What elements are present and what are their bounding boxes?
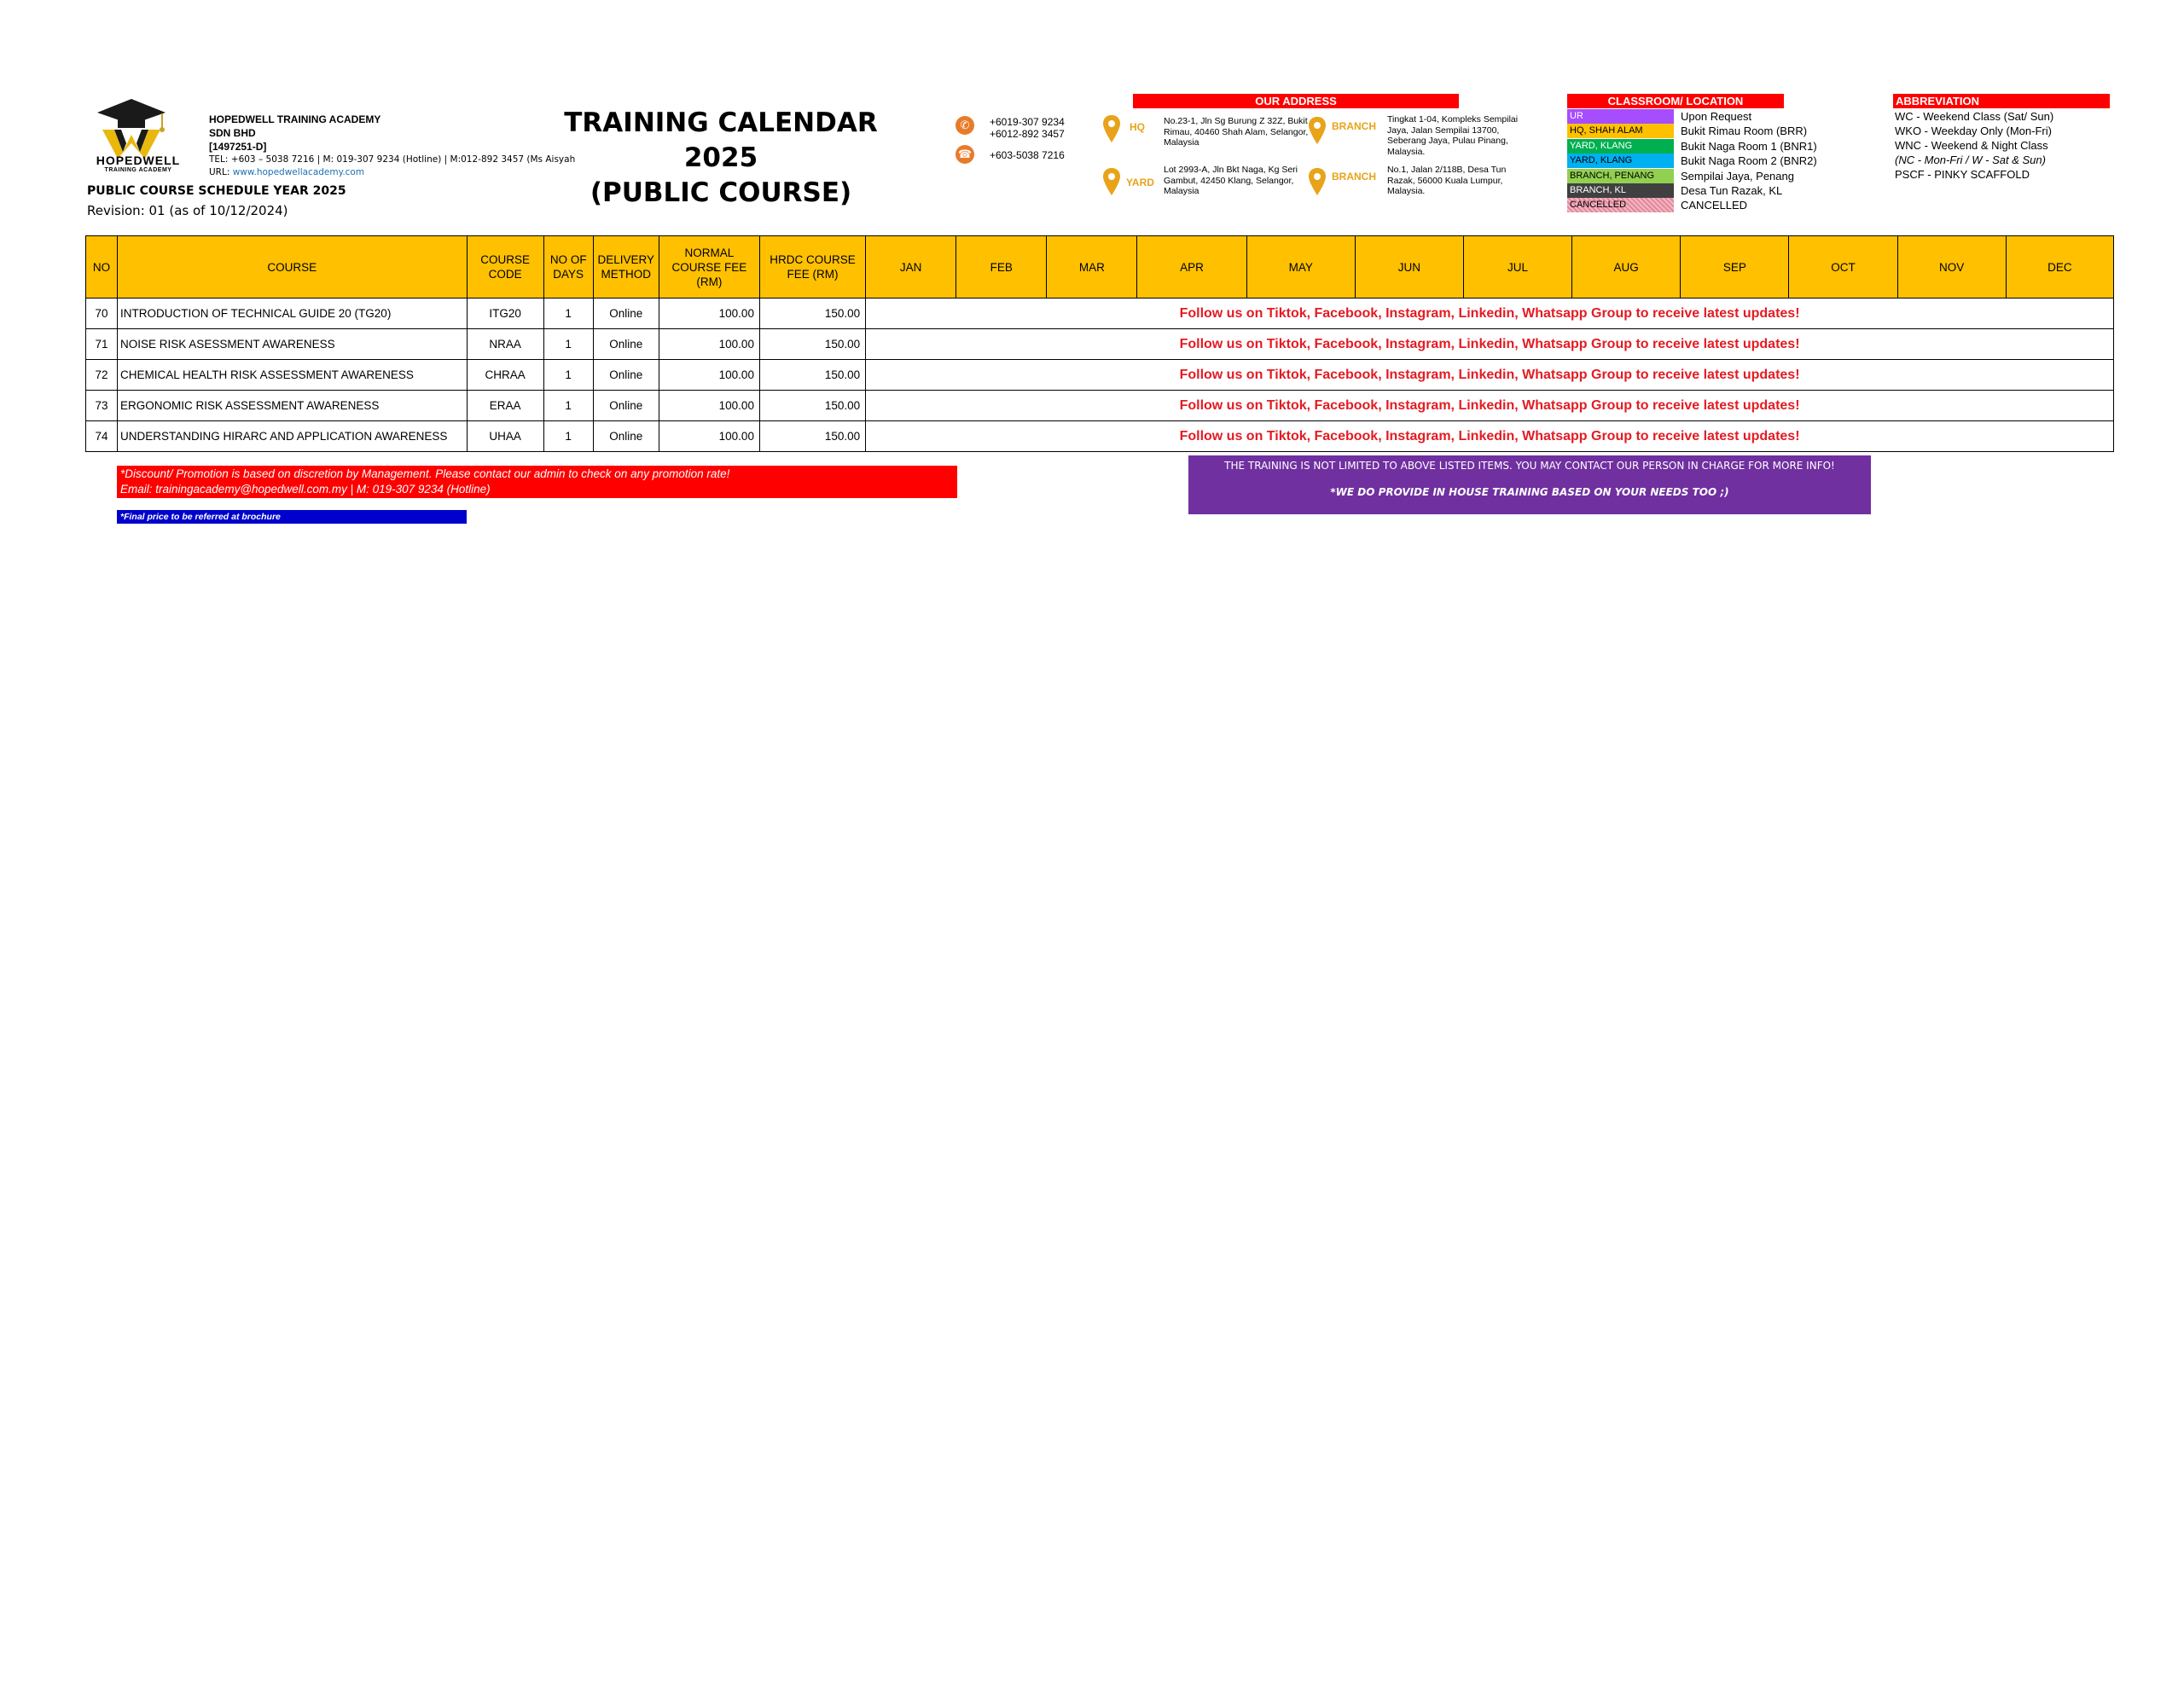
abbr-wnc: WNC - Weekend & Night Class bbox=[1895, 139, 2048, 152]
whatsapp-number-2[interactable]: +6012-892 3457 bbox=[990, 128, 1065, 140]
col-header-sep: SEP bbox=[1681, 236, 1789, 299]
abbreviation-header: ABBREVIATION bbox=[1893, 94, 2110, 108]
row-normal-fee: 100.00 bbox=[659, 329, 759, 360]
row-follow-banner: Follow us on Tiktok, Facebook, Instagram, Linkedin, Whatsapp Group to receive latest updates! bbox=[866, 299, 2114, 329]
branch-kl-address: No.1, Jalan 2/118B, Desa Tun Razak, 56000 Kuala Lumpur, Malaysia. bbox=[1387, 165, 1507, 196]
row-method: Online bbox=[593, 421, 659, 452]
branch-penang-label: BRANCH bbox=[1332, 120, 1376, 132]
row-normal-fee: 100.00 bbox=[659, 299, 759, 329]
abbr-nc-note: (NC - Mon-Fri / W - Sat & Sun) bbox=[1895, 154, 2046, 166]
classroom-header: CLASSROOM/ LOCATION bbox=[1567, 94, 1784, 108]
row-hrdc-fee: 150.00 bbox=[759, 421, 865, 452]
row-code: ERAA bbox=[467, 391, 543, 421]
row-days: 1 bbox=[543, 421, 593, 452]
row-method: Online bbox=[593, 391, 659, 421]
row-method: Online bbox=[593, 299, 659, 329]
col-header-code: COURSE CODE bbox=[467, 236, 543, 299]
page-title bbox=[555, 106, 887, 211]
legend-code-swatch: BRANCH, PENANG bbox=[1567, 169, 1674, 183]
legend-code-swatch: BRANCH, KL bbox=[1567, 183, 1674, 198]
col-header-may: MAY bbox=[1246, 236, 1355, 299]
row-hrdc-fee: 150.00 bbox=[759, 329, 865, 360]
legend-code-swatch: CANCELLED bbox=[1567, 198, 1674, 212]
col-header-oct: OCT bbox=[1789, 236, 1897, 299]
row-course: ERGONOMIC RISK ASSESSMENT AWARENESS bbox=[118, 391, 468, 421]
row-course: NOISE RISK ASESSMENT AWARENESS bbox=[118, 329, 468, 360]
row-code: CHRAA bbox=[467, 360, 543, 391]
row-hrdc-fee: 150.00 bbox=[759, 391, 865, 421]
phone-number[interactable]: +603-5038 7216 bbox=[990, 149, 1065, 161]
in-house-training-banner bbox=[1188, 455, 1871, 514]
title-line-2: 2025 bbox=[683, 142, 758, 173]
whatsapp-icon: ✆ bbox=[956, 116, 974, 135]
table-row bbox=[86, 391, 2114, 421]
col-header-nov: NOV bbox=[1897, 236, 2006, 299]
abbreviation-list bbox=[1895, 109, 2053, 182]
row-normal-fee: 100.00 bbox=[659, 421, 759, 452]
yard-location-pin-icon bbox=[1102, 167, 1121, 196]
company-url-row bbox=[209, 166, 575, 179]
yard-label: YARD bbox=[1126, 177, 1154, 188]
logo-subtitle: TRAINING ACADEMY bbox=[104, 167, 172, 173]
row-no: 70 bbox=[86, 299, 118, 329]
legend-description: Desa Tun Razak, KL bbox=[1681, 184, 1783, 197]
row-course: UNDERSTANDING HIRARC AND APPLICATION AWARENESS bbox=[118, 421, 468, 452]
col-header-jun: JUN bbox=[1355, 236, 1463, 299]
company-name: HOPEDWELL TRAINING ACADEMY bbox=[209, 113, 381, 125]
col-header-feb: FEB bbox=[956, 236, 1047, 299]
col-header-mar: MAR bbox=[1047, 236, 1137, 299]
row-hrdc-fee: 150.00 bbox=[759, 360, 865, 391]
branch-penang-address: Tingkat 1-04, Kompleks Sempilai Jaya, Jalan Sempilai 13700, Seberang Jaya, Pulau Pinang, Malaysia. bbox=[1387, 114, 1519, 157]
row-method: Online bbox=[593, 329, 659, 360]
row-code: NRAA bbox=[467, 329, 543, 360]
hq-label: HQ bbox=[1130, 121, 1145, 133]
row-no: 72 bbox=[86, 360, 118, 391]
row-course: INTRODUCTION OF TECHNICAL GUIDE 20 (TG20) bbox=[118, 299, 468, 329]
whatsapp-number-1[interactable]: +6019-307 9234 bbox=[990, 116, 1065, 128]
col-header-course: COURSE bbox=[118, 236, 468, 299]
legend-code-swatch: YARD, KLANG bbox=[1567, 154, 1674, 168]
row-course: CHEMICAL HEALTH RISK ASSESSMENT AWARENESS bbox=[118, 360, 468, 391]
address-header: OUR ADDRESS bbox=[1133, 94, 1459, 108]
col-header-dec: DEC bbox=[2006, 236, 2113, 299]
hq-address: No.23-1, Jln Sg Burung Z 32Z, Bukit Rimau, 40460 Shah Alam, Selangor, Malaysia bbox=[1164, 116, 1309, 148]
legend-description: Bukit Naga Room 2 (BNR2) bbox=[1681, 154, 1817, 168]
row-follow-banner: Follow us on Tiktok, Facebook, Instagram, Linkedin, Whatsapp Group to receive latest updates! bbox=[866, 329, 2114, 360]
row-days: 1 bbox=[543, 391, 593, 421]
company-tel: TEL: +603 – 5038 7216 | M: 019-307 9234 (Hotline) | M:012-892 3457 (Ms Aisyah bbox=[209, 154, 576, 165]
company-info bbox=[209, 113, 575, 179]
row-follow-banner: Follow us on Tiktok, Facebook, Instagram, Linkedin, Whatsapp Group to receive latest updates! bbox=[866, 360, 2114, 391]
row-follow-banner: Follow us on Tiktok, Facebook, Instagram, Linkedin, Whatsapp Group to receive latest updates! bbox=[866, 421, 2114, 452]
row-normal-fee: 100.00 bbox=[659, 391, 759, 421]
row-days: 1 bbox=[543, 299, 593, 329]
title-line-1: TRAINING CALENDAR bbox=[564, 107, 878, 138]
banner-line-2: *WE DO PROVIDE IN HOUSE TRAINING BASED ON YOUR NEEDS TOO ;) bbox=[1330, 486, 1729, 498]
col-header-aug: AUG bbox=[1572, 236, 1681, 299]
banner-line-1: THE TRAINING IS NOT LIMITED TO ABOVE LISTED ITEMS. YOU MAY CONTACT OUR PERSON IN CHARGE FOR MORE INFO! bbox=[1224, 460, 1835, 472]
legend-code-swatch: UR bbox=[1567, 109, 1674, 124]
table-row bbox=[86, 299, 2114, 329]
phone-icon: ☎ bbox=[956, 145, 974, 164]
legend-code-swatch: HQ, SHAH ALAM bbox=[1567, 124, 1674, 138]
legend-description: Bukit Naga Room 1 (BNR1) bbox=[1681, 139, 1817, 153]
legend-description: Sempilai Jaya, Penang bbox=[1681, 169, 1794, 183]
branch-kl-pin-icon bbox=[1308, 167, 1327, 196]
row-method: Online bbox=[593, 360, 659, 391]
row-follow-banner: Follow us on Tiktok, Facebook, Instagram, Linkedin, Whatsapp Group to receive latest updates! bbox=[866, 391, 2114, 421]
col-header-jan: JAN bbox=[866, 236, 956, 299]
legend-description: CANCELLED bbox=[1681, 199, 1748, 212]
whatsapp-numbers bbox=[990, 116, 1065, 140]
title-line-3: (PUBLIC COURSE) bbox=[590, 177, 852, 208]
yard-address: Lot 2993-A, Jln Bkt Naga, Kg Seri Gambut, 42450 Klang, Selangor, Malaysia bbox=[1164, 165, 1298, 196]
branch-penang-pin-icon bbox=[1308, 116, 1327, 145]
branch-kl-label: BRANCH bbox=[1332, 171, 1376, 183]
legend-description: Bukit Rimau Room (BRR) bbox=[1681, 125, 1808, 138]
discount-line: *Discount/ Promotion is based on discretion by Management. Please contact our admin to check on any promotion rate! bbox=[120, 467, 730, 480]
col-header-days: NO OF DAYS bbox=[543, 236, 593, 299]
col-header-jul: JUL bbox=[1463, 236, 1571, 299]
company-suffix: SDN BHD bbox=[209, 127, 256, 139]
final-price-note: *Final price to be referred at brochure bbox=[117, 510, 467, 524]
legend-description: Upon Request bbox=[1681, 110, 1752, 123]
row-days: 1 bbox=[543, 360, 593, 391]
row-no: 74 bbox=[86, 421, 118, 452]
hq-location-pin-icon bbox=[1102, 114, 1121, 143]
table-header-row bbox=[86, 236, 2114, 299]
row-no: 71 bbox=[86, 329, 118, 360]
col-header-apr: APR bbox=[1137, 236, 1246, 299]
col-header-hrdc-fee: HRDC COURSE FEE (RM) bbox=[759, 236, 865, 299]
abbr-pscf: PSCF - PINKY SCAFFOLD bbox=[1895, 168, 2030, 181]
row-code: UHAA bbox=[467, 421, 543, 452]
row-code: ITG20 bbox=[467, 299, 543, 329]
table-row bbox=[86, 360, 2114, 391]
company-reg-no: [1497251-D] bbox=[209, 141, 267, 153]
col-header-normal-fee: NORMAL COURSE FEE (RM) bbox=[659, 236, 759, 299]
legend-code-swatch: YARD, KLANG bbox=[1567, 139, 1674, 154]
table-row bbox=[86, 329, 2114, 360]
url-label: URL: bbox=[209, 167, 233, 177]
row-days: 1 bbox=[543, 329, 593, 360]
row-hrdc-fee: 150.00 bbox=[759, 299, 865, 329]
company-url-link[interactable]: www.hopedwellacademy.com bbox=[232, 167, 365, 177]
logo-wordmark: HOPEDWELL bbox=[96, 154, 181, 167]
abbr-wc: WC - Weekend Class (Sat/ Sun) bbox=[1895, 110, 2054, 123]
row-normal-fee: 100.00 bbox=[659, 360, 759, 391]
abbr-wko: WKO - Weekday Only (Mon-Fri) bbox=[1895, 125, 2052, 137]
table-row bbox=[86, 421, 2114, 452]
course-schedule-table bbox=[85, 235, 2114, 452]
col-header-no: NO bbox=[86, 236, 118, 299]
col-header-method: DELIVERY METHOD bbox=[593, 236, 659, 299]
row-no: 73 bbox=[86, 391, 118, 421]
discount-contact: Email: trainingacademy@hopedwell.com.my | M: 019-307 9234 (Hotline) bbox=[120, 483, 491, 496]
schedule-title: PUBLIC COURSE SCHEDULE YEAR 2025 bbox=[87, 184, 346, 198]
revision-note: Revision: 01 (as of 10/12/2024) bbox=[87, 203, 288, 218]
discount-note bbox=[117, 466, 957, 498]
